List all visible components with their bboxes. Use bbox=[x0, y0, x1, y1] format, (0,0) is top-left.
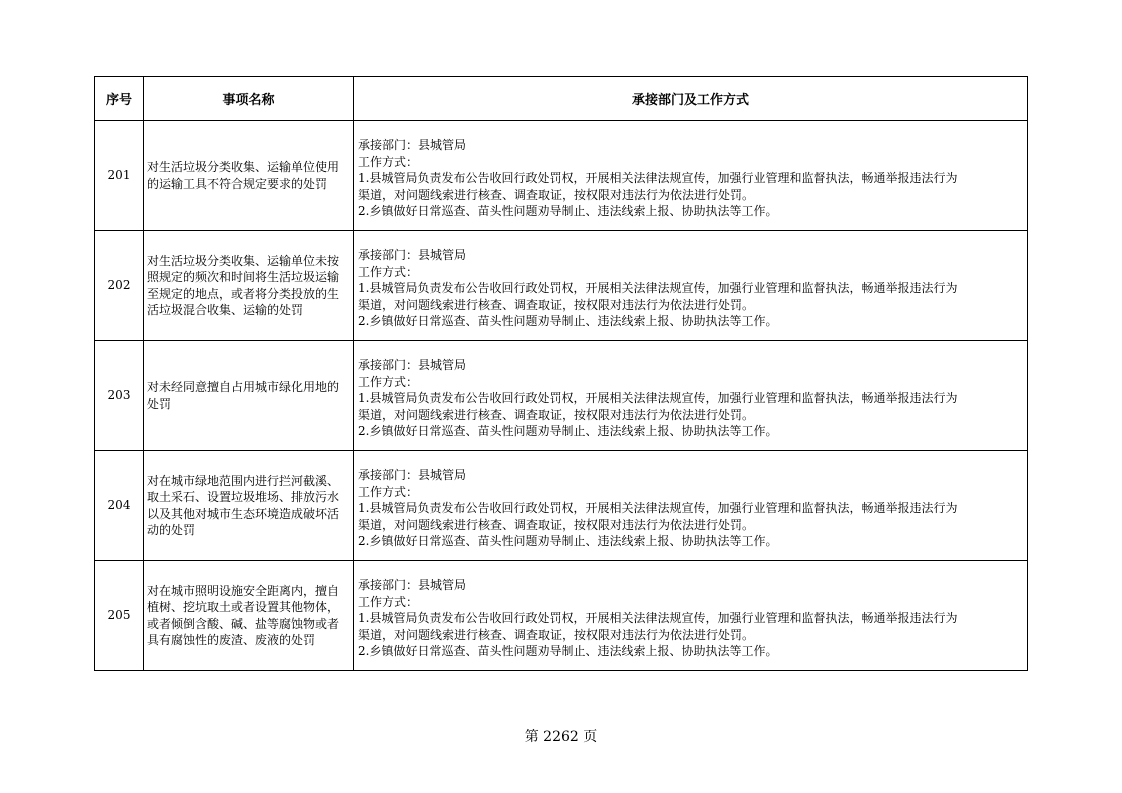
row-department-method bbox=[354, 231, 1028, 341]
method-label: 工作方式： bbox=[358, 264, 419, 279]
table-header-row bbox=[95, 77, 1028, 121]
method-label: 工作方式： bbox=[358, 594, 419, 609]
row-matter-name bbox=[144, 121, 354, 231]
department-line: 承接部门：县城管局 bbox=[358, 578, 467, 592]
method-item-1a: 1.县城管局负责发布公告收回行政处罚权，开展相关法律法规宣传，加强行业管理和监督执法，畅通举报违法行为 bbox=[358, 391, 958, 405]
row-department-method bbox=[354, 561, 1028, 671]
table-row bbox=[95, 451, 1028, 561]
row-serial-number: 205 bbox=[95, 561, 144, 671]
matters-table bbox=[94, 76, 1028, 671]
matter-name-text: 对在城市绿地范围内进行拦河截溪、取土采石、设置垃圾堆场、排放污水以及其他对城市生态环境造成破坏活动的处罚 bbox=[147, 473, 340, 537]
row-department-method bbox=[354, 121, 1028, 231]
method-label: 工作方式： bbox=[358, 374, 419, 389]
matter-name-text: 对在城市照明设施安全距离内，擅自植树、挖坑取土或者设置其他物体，或者倾倒含酸、碱、盐等腐蚀物或者具有腐蚀性的废渣、废液的处罚 bbox=[147, 583, 340, 647]
table-row bbox=[95, 231, 1028, 341]
method-item-1b: 渠道，对问题线索进行核查、调查取证，按权限对违法行为依法进行处罚。 bbox=[358, 627, 755, 642]
table-row bbox=[95, 561, 1028, 671]
row-matter-name bbox=[144, 341, 354, 451]
page-number: 第 2262 页 bbox=[524, 729, 598, 745]
matter-name-text: 对生活垃圾分类收集、运输单位未按照规定的频次和时间将生活垃圾运输至规定的地点，或者将分类投放的生活垃圾混合收集、运输的处罚 bbox=[147, 253, 340, 317]
row-serial-number: 202 bbox=[95, 231, 144, 341]
method-item-1b: 渠道，对问题线索进行核查、调查取证，按权限对违法行为依法进行处罚。 bbox=[358, 187, 755, 202]
department-line: 承接部门：县城管局 bbox=[358, 358, 467, 372]
row-serial-number: 201 bbox=[95, 121, 144, 231]
table-row bbox=[95, 341, 1028, 451]
method-item-1b: 渠道，对问题线索进行核查、调查取证，按权限对违法行为依法进行处罚。 bbox=[358, 297, 755, 312]
matter-name-text: 对生活垃圾分类收集、运输单位使用的运输工具不符合规定要求的处罚 bbox=[147, 160, 340, 191]
method-label: 工作方式： bbox=[358, 484, 419, 499]
department-line: 承接部门：县城管局 bbox=[358, 248, 467, 262]
row-matter-name bbox=[144, 451, 354, 561]
method-item-1a: 1.县城管局负责发布公告收回行政处罚权，开展相关法律法规宣传，加强行业管理和监督执法，畅通举报违法行为 bbox=[358, 281, 958, 295]
method-item-2: 2.乡镇做好日常巡查、苗头性问题劝导制止、违法线索上报、协助执法等工作。 bbox=[358, 534, 778, 548]
method-item-1a: 1.县城管局负责发布公告收回行政处罚权，开展相关法律法规宣传，加强行业管理和监督执法，畅通举报违法行为 bbox=[358, 611, 958, 625]
row-matter-name bbox=[144, 231, 354, 341]
header-serial-number: 序号 bbox=[95, 77, 144, 121]
method-item-2: 2.乡镇做好日常巡查、苗头性问题劝导制止、违法线索上报、协助执法等工作。 bbox=[358, 314, 778, 328]
row-department-method bbox=[354, 341, 1028, 451]
method-item-2: 2.乡镇做好日常巡查、苗头性问题劝导制止、违法线索上报、协助执法等工作。 bbox=[358, 204, 778, 218]
method-label: 工作方式： bbox=[358, 154, 419, 169]
method-item-2: 2.乡镇做好日常巡查、苗头性问题劝导制止、违法线索上报、协助执法等工作。 bbox=[358, 644, 778, 658]
matter-name-text: 对未经同意擅自占用城市绿化用地的处罚 bbox=[147, 380, 340, 411]
table-row bbox=[95, 121, 1028, 231]
header-department-and-method: 承接部门及工作方式 bbox=[354, 77, 1028, 121]
row-serial-number: 203 bbox=[95, 341, 144, 451]
row-department-method bbox=[354, 451, 1028, 561]
header-matter-name: 事项名称 bbox=[144, 77, 354, 121]
method-item-1b: 渠道，对问题线索进行核查、调查取证，按权限对违法行为依法进行处罚。 bbox=[358, 517, 755, 532]
method-item-1a: 1.县城管局负责发布公告收回行政处罚权，开展相关法律法规宣传，加强行业管理和监督执法，畅通举报违法行为 bbox=[358, 501, 958, 515]
department-line: 承接部门：县城管局 bbox=[358, 138, 467, 152]
method-item-2: 2.乡镇做好日常巡查、苗头性问题劝导制止、违法线索上报、协助执法等工作。 bbox=[358, 424, 778, 438]
method-item-1a: 1.县城管局负责发布公告收回行政处罚权，开展相关法律法规宣传，加强行业管理和监督执法，畅通举报违法行为 bbox=[358, 171, 958, 185]
department-line: 承接部门：县城管局 bbox=[358, 468, 467, 482]
method-item-1b: 渠道，对问题线索进行核查、调查取证，按权限对违法行为依法进行处罚。 bbox=[358, 407, 755, 422]
row-matter-name bbox=[144, 561, 354, 671]
row-serial-number: 204 bbox=[95, 451, 144, 561]
